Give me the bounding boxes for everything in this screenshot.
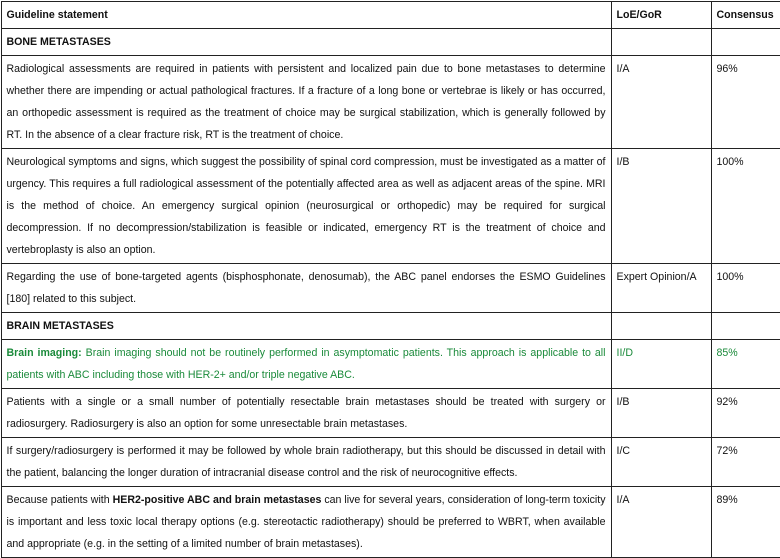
table-header-row (1, 1, 780, 28)
statement-lead: Brain imaging: (7, 347, 82, 359)
statement-text: Brain imaging should not be routinely performed in asymptomatic patients. This approach is applicable to all patients with ABC including those with HER-2+ and/or triple negative ABC. (7, 347, 606, 381)
section-row-brain (1, 312, 780, 339)
table-row (1, 437, 780, 486)
guideline-table (1, 1, 780, 558)
loe-cell: Expert Opinion/A (611, 263, 711, 312)
consensus-cell: 100% (711, 148, 780, 263)
statement-cell: If surgery/radiosurgery is performed it may be followed by whole brain radiotherapy, but this should be discussed in detail with the patient, balancing the longer duration of intracranial disease control and the risk of neurocognitive effects. (1, 437, 611, 486)
section-title-brain: BRAIN METASTASES (1, 312, 611, 339)
statement-cell (1, 339, 611, 388)
loe-cell: II/D (611, 339, 711, 388)
header-consensus: Consensus (711, 1, 780, 28)
header-statement: Guideline statement (1, 1, 611, 28)
consensus-cell: 72% (711, 437, 780, 486)
statement-cell: Regarding the use of bone-targeted agents (bisphosphonate, denosumab), the ABC panel endorses the ESMO Guidelines [180] related to this subject. (1, 263, 611, 312)
statement-text: can live for several years, consideration of long-term toxicity is important and less toxic local therapy options (e.g. stereotactic radiotherapy) should be preferred to WBRT, when available and appropriate (e.g. in the setting of a limited number of brain metastases). (7, 494, 606, 550)
section-title-bone: BONE METASTASES (1, 28, 611, 55)
statement-emphasis: HER2-positive ABC and brain metastases (113, 494, 322, 506)
loe-cell: I/C (611, 437, 711, 486)
consensus-cell: 92% (711, 388, 780, 437)
consensus-cell: 96% (711, 55, 780, 148)
consensus-cell: 85% (711, 339, 780, 388)
statement-cell: Patients with a single or a small number of potentially resectable brain metastases should be treated with surgery or radiosurgery. Radiosurgery is also an option for some unresectable brain metastases. (1, 388, 611, 437)
consensus-cell: 100% (711, 263, 780, 312)
table-row (1, 263, 780, 312)
table-row (1, 55, 780, 148)
loe-cell: I/B (611, 148, 711, 263)
loe-cell: I/A (611, 55, 711, 148)
table-row (1, 388, 780, 437)
table-row (1, 148, 780, 263)
consensus-cell: 89% (711, 486, 780, 557)
statement-cell: Neurological symptoms and signs, which suggest the possibility of spinal cord compression, must be investigated as a matter of urgency. This requires a full radiological assessment of the potentially affected area as well as adjacent areas of the spine. MRI is the method of choice. An emergency surgical opinion (neurosurgical or orthopedic) may be required for surgical decompression. If no decompression/stabilization is feasible or indicated, emergency RT is the treatment of choice and vertebroplasty is also an option. (1, 148, 611, 263)
statement-cell: Radiological assessments are required in patients with persistent and localized pain due to bone metastases to determine whether there are impending or actual pathological fractures. If a fracture of a long bone or vertebrae is likely or has occurred, an orthopedic assessment is required as the treatment of choice may be surgical stabilization, which is generally followed by RT. In the absence of a clear fracture risk, RT is the treatment of choice. (1, 55, 611, 148)
statement-pre: Because patients with (7, 494, 113, 506)
loe-cell: I/A (611, 486, 711, 557)
loe-cell: I/B (611, 388, 711, 437)
section-row-bone (1, 28, 780, 55)
header-loe: LoE/GoR (611, 1, 711, 28)
table-row-highlighted (1, 339, 780, 388)
